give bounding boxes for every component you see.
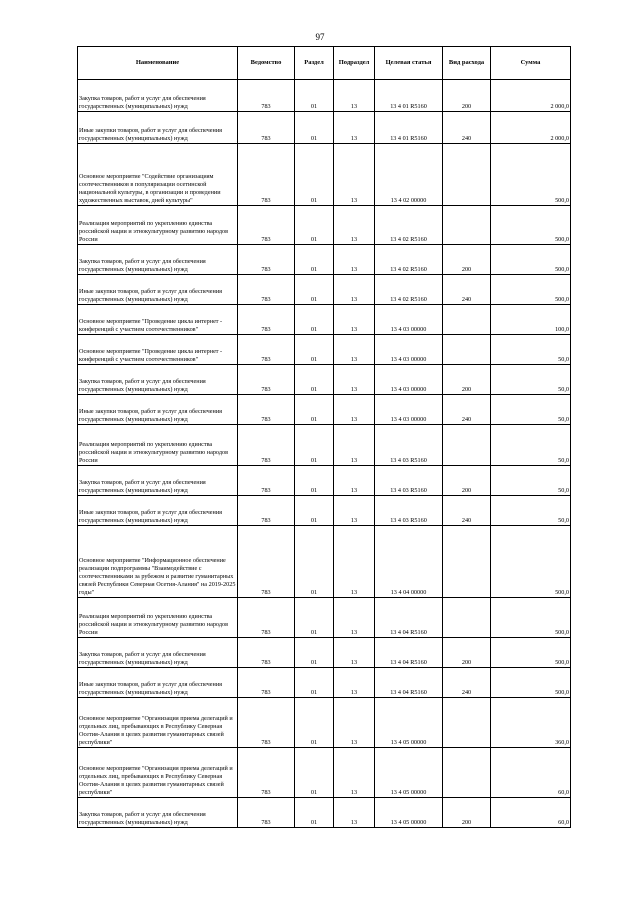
header-subsection: Подраздел <box>334 47 375 80</box>
row-name: Основное мероприятие "Информационное обеспечение реализации подпрограммы "Взаимодействие с соотечественниками за рубежом и развитие гуманитарных связей Республики Северная Осетия-Алания" на 2019-2025 годы" <box>78 526 238 598</box>
row-expense-type: 200 <box>443 466 491 496</box>
row-subsection: 13 <box>334 698 375 748</box>
row-name: Закупка товаров, работ и услуг для обеспечения государственных (муниципальных) нужд <box>78 798 238 828</box>
header-section: Раздел <box>295 47 334 80</box>
row-subsection: 13 <box>334 275 375 305</box>
row-amount: 50,0 <box>491 365 571 395</box>
table-row <box>78 275 571 305</box>
budget-table <box>77 46 571 828</box>
row-target-article: 13 4 04 R5160 <box>375 638 443 668</box>
row-expense-type: 240 <box>443 275 491 305</box>
row-amount: 50,0 <box>491 466 571 496</box>
row-expense-type: 240 <box>443 395 491 425</box>
row-department: 783 <box>238 144 295 206</box>
row-subsection: 13 <box>334 112 375 144</box>
row-subsection: 13 <box>334 466 375 496</box>
row-amount: 500,0 <box>491 245 571 275</box>
row-amount: 100,0 <box>491 305 571 335</box>
row-amount: 500,0 <box>491 206 571 245</box>
row-section: 01 <box>295 275 334 305</box>
row-subsection: 13 <box>334 395 375 425</box>
row-amount: 500,0 <box>491 668 571 698</box>
row-department: 783 <box>238 80 295 112</box>
table-row <box>78 638 571 668</box>
row-expense-type <box>443 335 491 365</box>
row-department: 783 <box>238 598 295 638</box>
row-expense-type: 240 <box>443 668 491 698</box>
row-subsection: 13 <box>334 365 375 395</box>
table-row <box>78 112 571 144</box>
row-name: Иные закупки товаров, работ и услуг для обеспечения государственных (муниципальных) нужд <box>78 668 238 698</box>
row-target-article: 13 4 03 R5160 <box>375 496 443 526</box>
row-name: Основное мероприятие "Проведение цикла интернет - конференций с участием соотечественников" <box>78 335 238 365</box>
row-section: 01 <box>295 80 334 112</box>
row-section: 01 <box>295 698 334 748</box>
row-name: Основное мероприятие "Содействие организациям соотечественников в популяризации осетинской национальной культуры, в организации и проведении художественных выставок, дней культуры" <box>78 144 238 206</box>
page-number: 97 <box>315 32 325 42</box>
row-section: 01 <box>295 305 334 335</box>
row-department: 783 <box>238 112 295 144</box>
row-department: 783 <box>238 698 295 748</box>
row-subsection: 13 <box>334 305 375 335</box>
row-section: 01 <box>295 425 334 466</box>
table-row <box>78 598 571 638</box>
row-section: 01 <box>295 668 334 698</box>
row-department: 783 <box>238 275 295 305</box>
row-target-article: 13 4 05 00000 <box>375 748 443 798</box>
row-section: 01 <box>295 496 334 526</box>
row-department: 783 <box>238 245 295 275</box>
row-target-article: 13 4 03 00000 <box>375 395 443 425</box>
row-name: Основное мероприятие "Организация приема делегаций и отдельных лиц, пребывающих в Республику Северная Осетия-Алания в целях развития гуманитарных связей республики" <box>78 748 238 798</box>
header-department: Ведомство <box>238 47 295 80</box>
row-amount: 360,0 <box>491 698 571 748</box>
row-amount: 2 000,0 <box>491 80 571 112</box>
row-section: 01 <box>295 365 334 395</box>
row-subsection: 13 <box>334 425 375 466</box>
row-target-article: 13 4 04 R5160 <box>375 668 443 698</box>
row-subsection: 13 <box>334 80 375 112</box>
row-name: Основное мероприятие "Организация приема делегаций и отдельных лиц, пребывающих в Республику Северная Осетия-Алания в целях развития гуманитарных связей республики" <box>78 698 238 748</box>
row-target-article: 13 4 03 R5160 <box>375 466 443 496</box>
row-name: Закупка товаров, работ и услуг для обеспечения государственных (муниципальных) нужд <box>78 638 238 668</box>
table-row <box>78 365 571 395</box>
row-amount: 2 000,0 <box>491 112 571 144</box>
row-expense-type <box>443 598 491 638</box>
row-target-article: 13 4 03 R5160 <box>375 425 443 466</box>
table-row <box>78 798 571 828</box>
row-name: Закупка товаров, работ и услуг для обеспечения государственных (муниципальных) нужд <box>78 365 238 395</box>
row-subsection: 13 <box>334 798 375 828</box>
row-section: 01 <box>295 798 334 828</box>
row-expense-type <box>443 144 491 206</box>
row-amount: 50,0 <box>491 496 571 526</box>
table-row <box>78 698 571 748</box>
row-name: Закупка товаров, работ и услуг для обеспечения государственных (муниципальных) нужд <box>78 466 238 496</box>
row-name: Реализация мероприятий по укреплению единства российской нации и этнокультурному развитию народов России <box>78 425 238 466</box>
table-row <box>78 748 571 798</box>
row-expense-type <box>443 425 491 466</box>
row-name: Иные закупки товаров, работ и услуг для обеспечения государственных (муниципальных) нужд <box>78 275 238 305</box>
row-name: Иные закупки товаров, работ и услуг для обеспечения государственных (муниципальных) нужд <box>78 112 238 144</box>
row-name: Реализация мероприятий по укреплению единства российской нации и этнокультурному развитию народов России <box>78 206 238 245</box>
row-amount: 50,0 <box>491 395 571 425</box>
row-subsection: 13 <box>334 668 375 698</box>
row-name: Закупка товаров, работ и услуг для обеспечения государственных (муниципальных) нужд <box>78 80 238 112</box>
row-amount: 60,0 <box>491 748 571 798</box>
row-expense-type: 200 <box>443 245 491 275</box>
table-row <box>78 425 571 466</box>
header-amount: Сумма <box>491 47 571 80</box>
row-department: 783 <box>238 526 295 598</box>
row-section: 01 <box>295 638 334 668</box>
row-amount: 50,0 <box>491 425 571 466</box>
row-section: 01 <box>295 395 334 425</box>
row-subsection: 13 <box>334 496 375 526</box>
row-section: 01 <box>295 112 334 144</box>
table-row <box>78 395 571 425</box>
row-subsection: 13 <box>334 144 375 206</box>
row-section: 01 <box>295 526 334 598</box>
row-section: 01 <box>295 245 334 275</box>
row-department: 783 <box>238 748 295 798</box>
row-expense-type <box>443 748 491 798</box>
table-row <box>78 206 571 245</box>
row-target-article: 13 4 05 00000 <box>375 798 443 828</box>
row-department: 783 <box>238 335 295 365</box>
row-subsection: 13 <box>334 335 375 365</box>
row-expense-type: 240 <box>443 112 491 144</box>
row-expense-type: 200 <box>443 798 491 828</box>
row-expense-type: 200 <box>443 638 491 668</box>
row-name: Реализация мероприятий по укреплению единства российской нации и этнокультурному развитию народов России <box>78 598 238 638</box>
table-header-row <box>78 47 571 80</box>
row-section: 01 <box>295 144 334 206</box>
row-department: 783 <box>238 798 295 828</box>
table-row <box>78 466 571 496</box>
row-amount: 500,0 <box>491 598 571 638</box>
row-target-article: 13 4 02 R5160 <box>375 275 443 305</box>
row-department: 783 <box>238 365 295 395</box>
row-section: 01 <box>295 748 334 798</box>
row-name: Иные закупки товаров, работ и услуг для обеспечения государственных (муниципальных) нужд <box>78 496 238 526</box>
row-target-article: 13 4 03 00000 <box>375 335 443 365</box>
row-section: 01 <box>295 335 334 365</box>
row-expense-type: 200 <box>443 365 491 395</box>
row-department: 783 <box>238 668 295 698</box>
row-subsection: 13 <box>334 245 375 275</box>
table-row <box>78 245 571 275</box>
row-target-article: 13 4 01 R5160 <box>375 80 443 112</box>
row-department: 783 <box>238 206 295 245</box>
row-department: 783 <box>238 496 295 526</box>
table-row <box>78 526 571 598</box>
row-expense-type <box>443 206 491 245</box>
row-target-article: 13 4 04 R5160 <box>375 598 443 638</box>
row-expense-type <box>443 698 491 748</box>
row-name: Закупка товаров, работ и услуг для обеспечения государственных (муниципальных) нужд <box>78 245 238 275</box>
header-name: Наименование <box>78 47 238 80</box>
row-subsection: 13 <box>334 206 375 245</box>
table-row <box>78 305 571 335</box>
row-amount: 500,0 <box>491 144 571 206</box>
row-section: 01 <box>295 598 334 638</box>
row-target-article: 13 4 02 00000 <box>375 144 443 206</box>
row-department: 783 <box>238 425 295 466</box>
row-section: 01 <box>295 206 334 245</box>
row-target-article: 13 4 04 00000 <box>375 526 443 598</box>
row-name: Иные закупки товаров, работ и услуг для обеспечения государственных (муниципальных) нужд <box>78 395 238 425</box>
row-expense-type: 240 <box>443 496 491 526</box>
header-target-article: Целевая статья <box>375 47 443 80</box>
row-amount: 500,0 <box>491 275 571 305</box>
row-amount: 60,0 <box>491 798 571 828</box>
row-target-article: 13 4 03 00000 <box>375 365 443 395</box>
row-target-article: 13 4 03 00000 <box>375 305 443 335</box>
row-subsection: 13 <box>334 598 375 638</box>
row-target-article: 13 4 02 R5160 <box>375 206 443 245</box>
row-amount: 50,0 <box>491 335 571 365</box>
table-row <box>78 335 571 365</box>
row-target-article: 13 4 05 00000 <box>375 698 443 748</box>
row-name: Основное мероприятие "Проведение цикла интернет - конференций с участием соотечественников" <box>78 305 238 335</box>
row-department: 783 <box>238 395 295 425</box>
row-amount: 500,0 <box>491 638 571 668</box>
row-subsection: 13 <box>334 748 375 798</box>
row-subsection: 13 <box>334 638 375 668</box>
table-row <box>78 668 571 698</box>
header-expense-type: Вид расхода <box>443 47 491 80</box>
table-row <box>78 80 571 112</box>
row-target-article: 13 4 01 R5160 <box>375 112 443 144</box>
row-department: 783 <box>238 466 295 496</box>
row-section: 01 <box>295 466 334 496</box>
row-department: 783 <box>238 638 295 668</box>
table-row <box>78 496 571 526</box>
row-department: 783 <box>238 305 295 335</box>
row-expense-type <box>443 305 491 335</box>
row-target-article: 13 4 02 R5160 <box>375 245 443 275</box>
table-row <box>78 144 571 206</box>
row-amount: 500,0 <box>491 526 571 598</box>
row-subsection: 13 <box>334 526 375 598</box>
row-expense-type: 200 <box>443 80 491 112</box>
row-expense-type <box>443 526 491 598</box>
